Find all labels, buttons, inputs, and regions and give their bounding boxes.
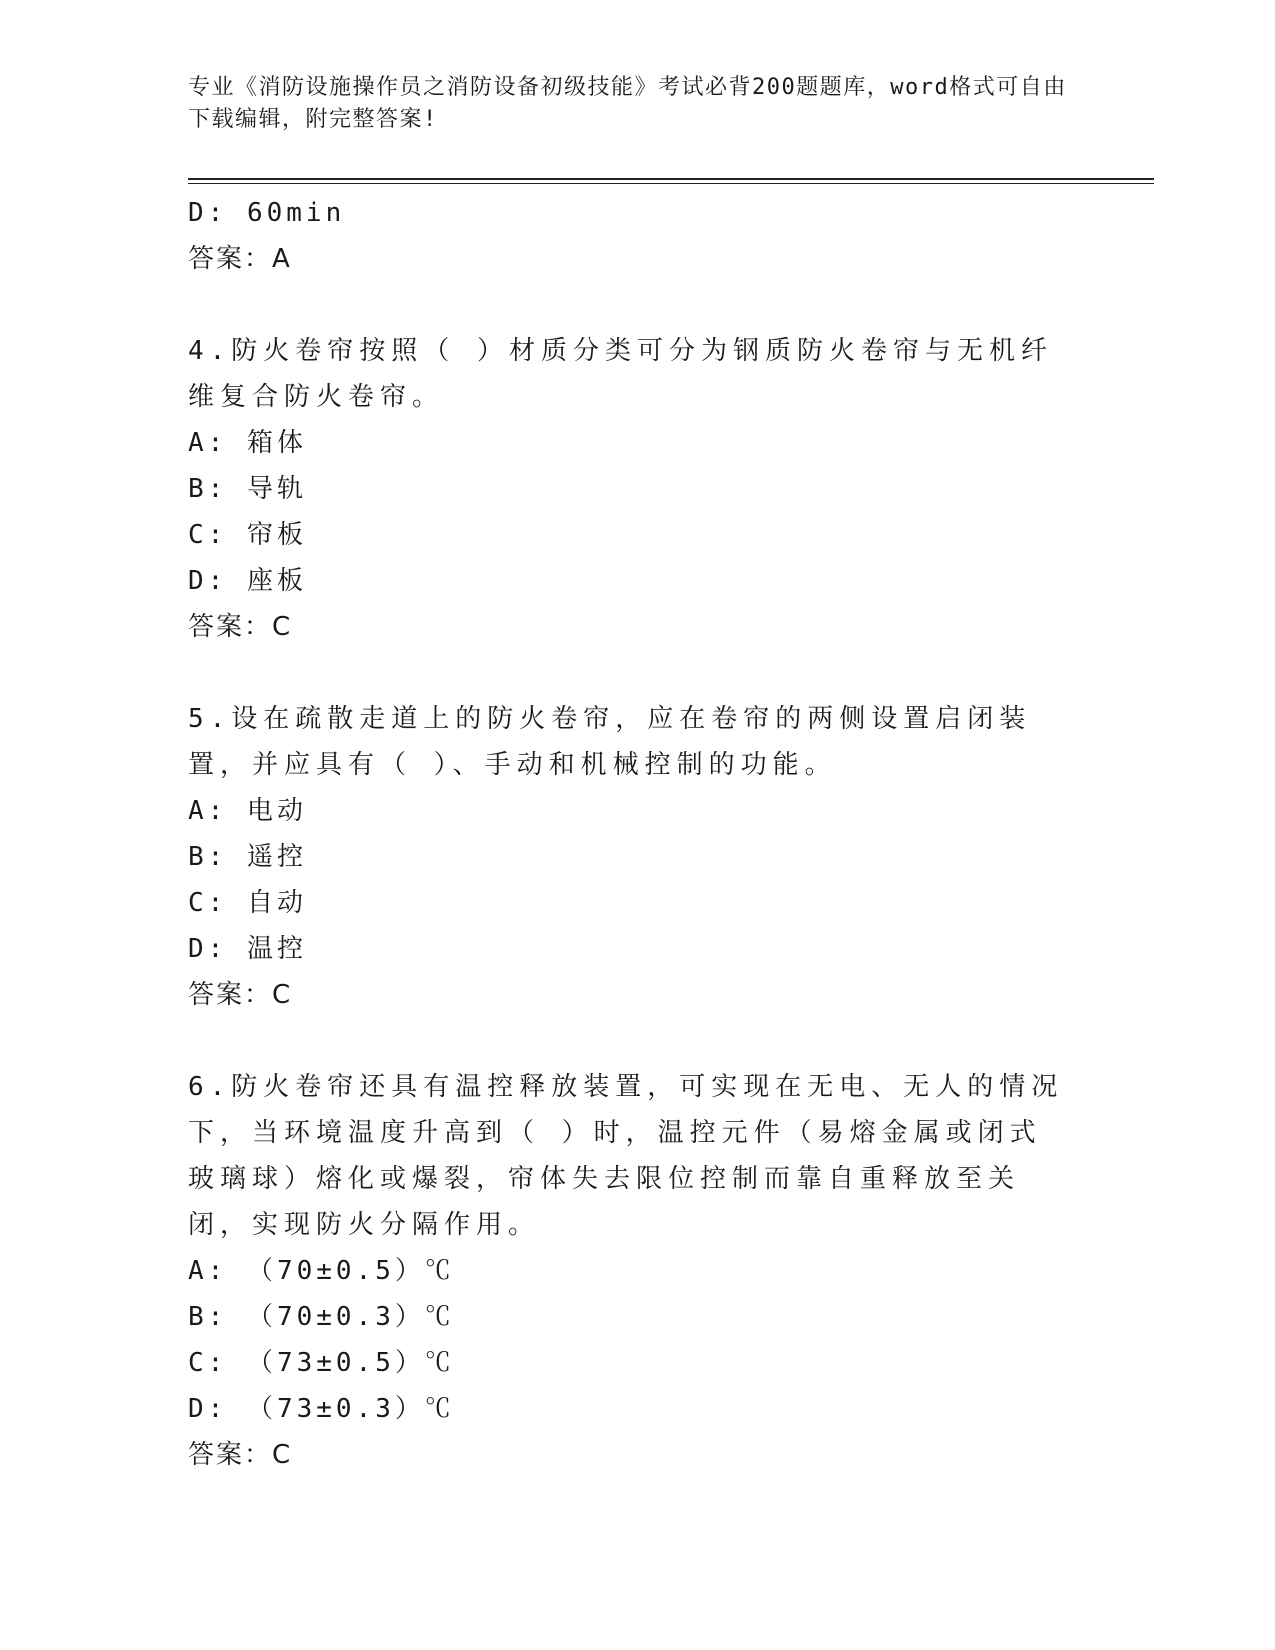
answer-label: 答案：C <box>188 612 293 642</box>
option-d: D: （73±0.3）℃ <box>188 1394 455 1424</box>
answer-label: 答案：C <box>188 980 293 1010</box>
answer-label: 答案：C <box>188 1440 293 1470</box>
header-divider-thin <box>188 183 1154 184</box>
option-a: A: 电动 <box>188 796 307 826</box>
option-a: A: （70±0.5）℃ <box>188 1256 455 1286</box>
option-d: D: 温控 <box>188 934 307 964</box>
option-d: D: 60min <box>188 198 346 228</box>
document-header: 专业《消防设施操作员之消防设备初级技能》考试必背200题题库，word格式可自由下载编辑，附完整答案! <box>188 75 1067 132</box>
option-b: B: 导轨 <box>188 474 307 504</box>
option-d: D: 座板 <box>188 566 307 596</box>
question-text: 4.防火卷帘按照（ ）材质分类可分为钢质防火卷帘与无机纤维复合防火卷帘。 <box>188 336 1053 412</box>
header-divider <box>188 178 1154 180</box>
question-6 <box>188 1064 1068 1478</box>
option-a: A: 箱体 <box>188 428 307 458</box>
previous-question-tail <box>188 190 1068 282</box>
question-text: 5.设在疏散走道上的防火卷帘，应在卷帘的两侧设置启闭装置，并应具有（ ）、手动和机械控制的功能。 <box>188 704 1032 780</box>
question-4 <box>188 328 1068 650</box>
option-b: B: 遥控 <box>188 842 307 872</box>
option-c: C: （73±0.5）℃ <box>188 1348 455 1378</box>
option-c: C: 自动 <box>188 888 307 918</box>
question-list <box>188 190 1068 1478</box>
option-c: C: 帘板 <box>188 520 307 550</box>
answer-label: 答案：A <box>188 244 292 274</box>
question-5 <box>188 696 1068 1018</box>
question-text: 6.防火卷帘还具有温控释放装置，可实现在无电、无人的情况下，当环境温度升高到（ ）时，温控元件（易熔金属或闭式玻璃球）熔化或爆裂，帘体失去限位控制而靠自重释放至关闭，实现防火分隔作用。 <box>188 1072 1064 1240</box>
option-b: B: （70±0.3）℃ <box>188 1302 455 1332</box>
